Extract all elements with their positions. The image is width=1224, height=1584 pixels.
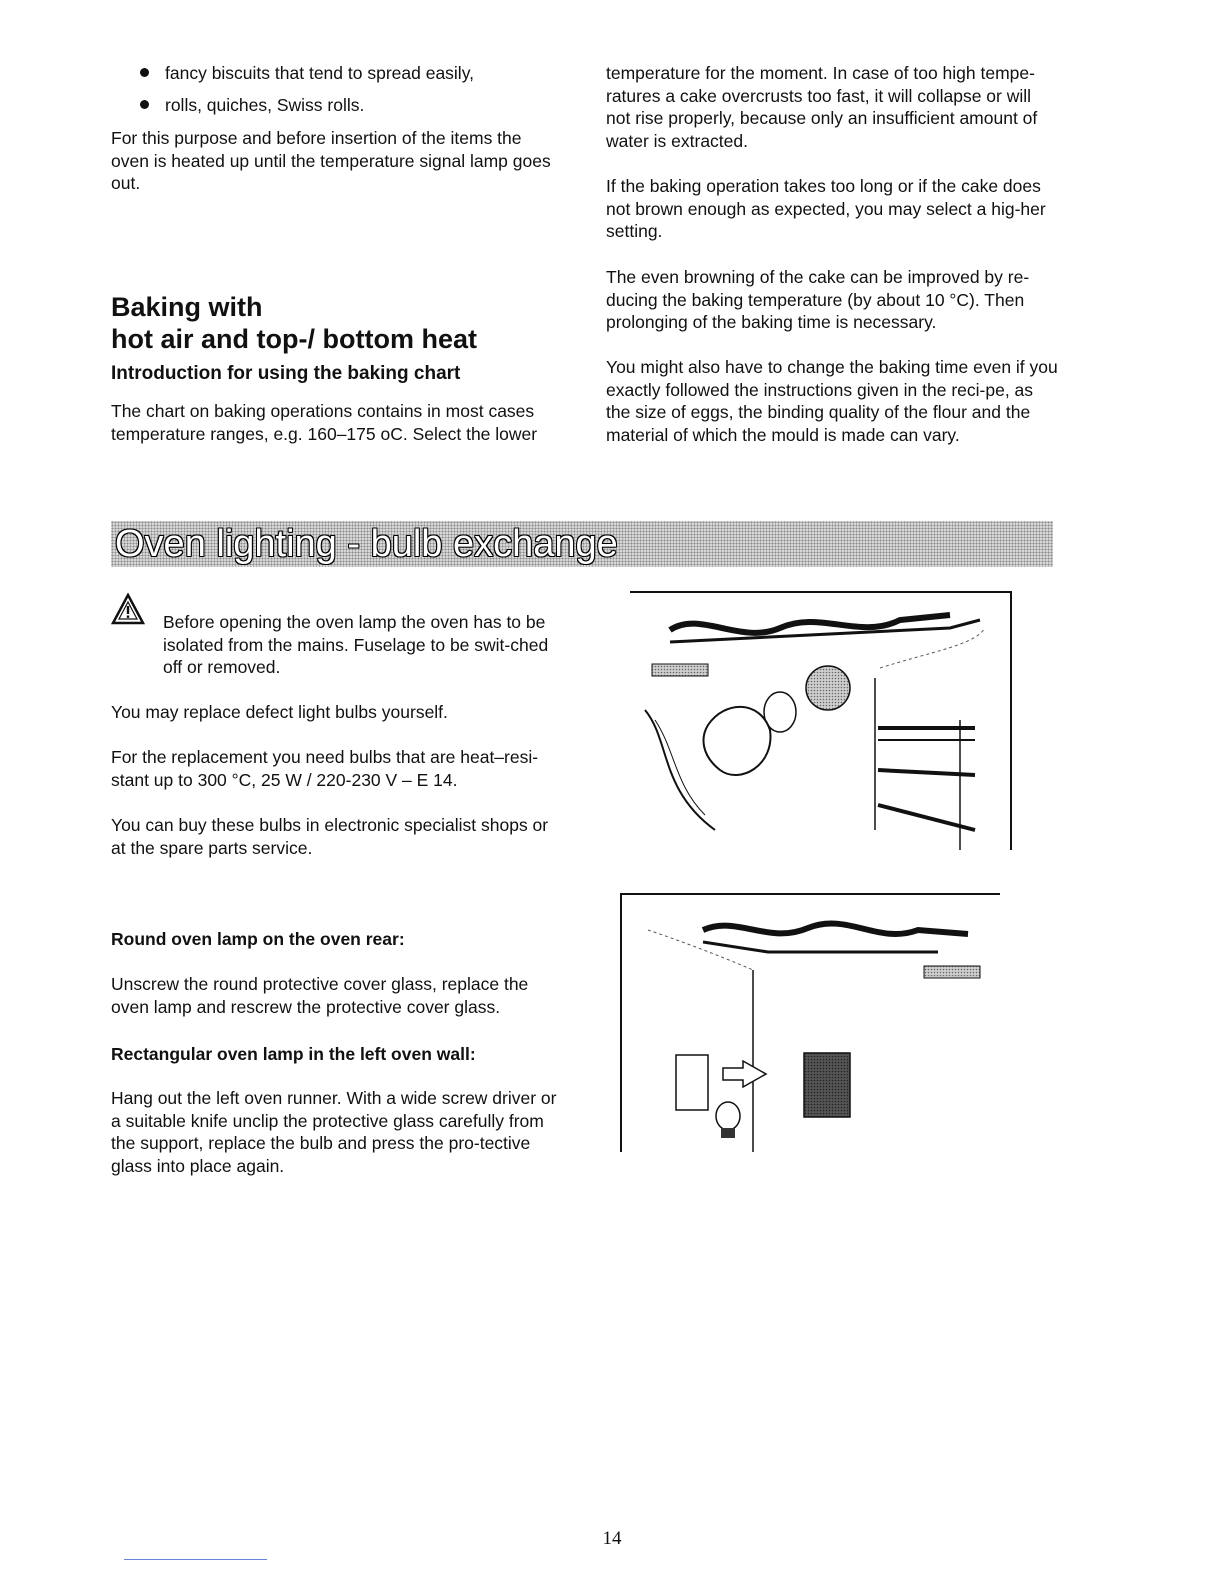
warning-text: Before opening the oven lamp the oven has to be isolated from the mains. Fuselage to be swit-ched off or removed.	[163, 612, 549, 677]
intro-paragraph: For this purpose and before insertion of the items the oven is heated up until the temperature signal lamp goes out.	[111, 128, 551, 193]
warning-triangle-icon	[111, 593, 145, 625]
round-lamp-text: Unscrew the round protective cover glass, replace the oven lamp and rescrew the protective cover glass.	[111, 974, 529, 1017]
bullet-item	[140, 62, 474, 84]
round-lamp-heading: Round oven lamp on the oven rear:	[111, 929, 405, 949]
rect-lamp-text: Hang out the left oven runner. With a wide screw driver or a suitable knife unclip the protective glass carefully from the support, replace the bulb and press the pro-tective glass into place again.	[111, 1088, 557, 1176]
baking-subheading: Introduction for using the baking chart	[111, 363, 461, 384]
footer-rule	[124, 1559, 267, 1560]
right-paragraph-3: The even browning of the cake can be improved by re-ducing the baking temperature (by about 10 °C). Then prolonging of the baking time is necessary.	[606, 267, 1030, 332]
baking-heading-line1: Baking with	[111, 292, 263, 322]
bullet-text: fancy biscuits that tend to spread easily,	[165, 63, 475, 83]
bullet-item	[140, 94, 364, 116]
page-number: 14	[602, 1528, 622, 1549]
section-banner	[111, 521, 1053, 567]
bullet-dot-icon	[140, 68, 149, 77]
baking-heading-line2: hot air and top-/ bottom heat	[111, 324, 477, 354]
lighting-paragraph-1: You may replace defect light bulbs yourself.	[111, 702, 448, 722]
bullet-text: rolls, quiches, Swiss rolls.	[165, 95, 365, 115]
bullet-dot-icon	[140, 100, 149, 109]
right-paragraph-4: You might also have to change the baking time even if you exactly followed the instructions given in the reci-pe, as the size of eggs, the binding quality of the flour and the material of which the mould is made can vary.	[606, 357, 1058, 445]
lighting-paragraph-2: For the replacement you need bulbs that are heat–resi-stant up to 300 °C, 25 W / 220-230 V – E 14.	[111, 747, 539, 790]
round-lamp-illustration	[630, 590, 1020, 855]
right-paragraph-2: If the baking operation takes too long or if the cake does not brown enough as expected, you may select a hig-her setting.	[606, 176, 1046, 241]
lighting-paragraph-3: You can buy these bulbs in electronic specialist shops or at the spare parts service.	[111, 815, 549, 858]
banner-title: Oven lighting - bulb exchange	[115, 523, 618, 565]
baking-paragraph: The chart on baking operations contains in most cases temperature ranges, e.g. 160–175 oC. Select the lower	[111, 401, 538, 444]
right-paragraph-1: temperature for the moment. In case of too high tempe-ratures a cake overcrusts too fast, it will collapse or will not rise properly, because only an insufficient amount of water is extracted.	[606, 63, 1038, 151]
rectangular-lamp-illustration	[618, 890, 1003, 1160]
rect-lamp-heading: Rectangular oven lamp in the left oven wall:	[111, 1044, 476, 1064]
